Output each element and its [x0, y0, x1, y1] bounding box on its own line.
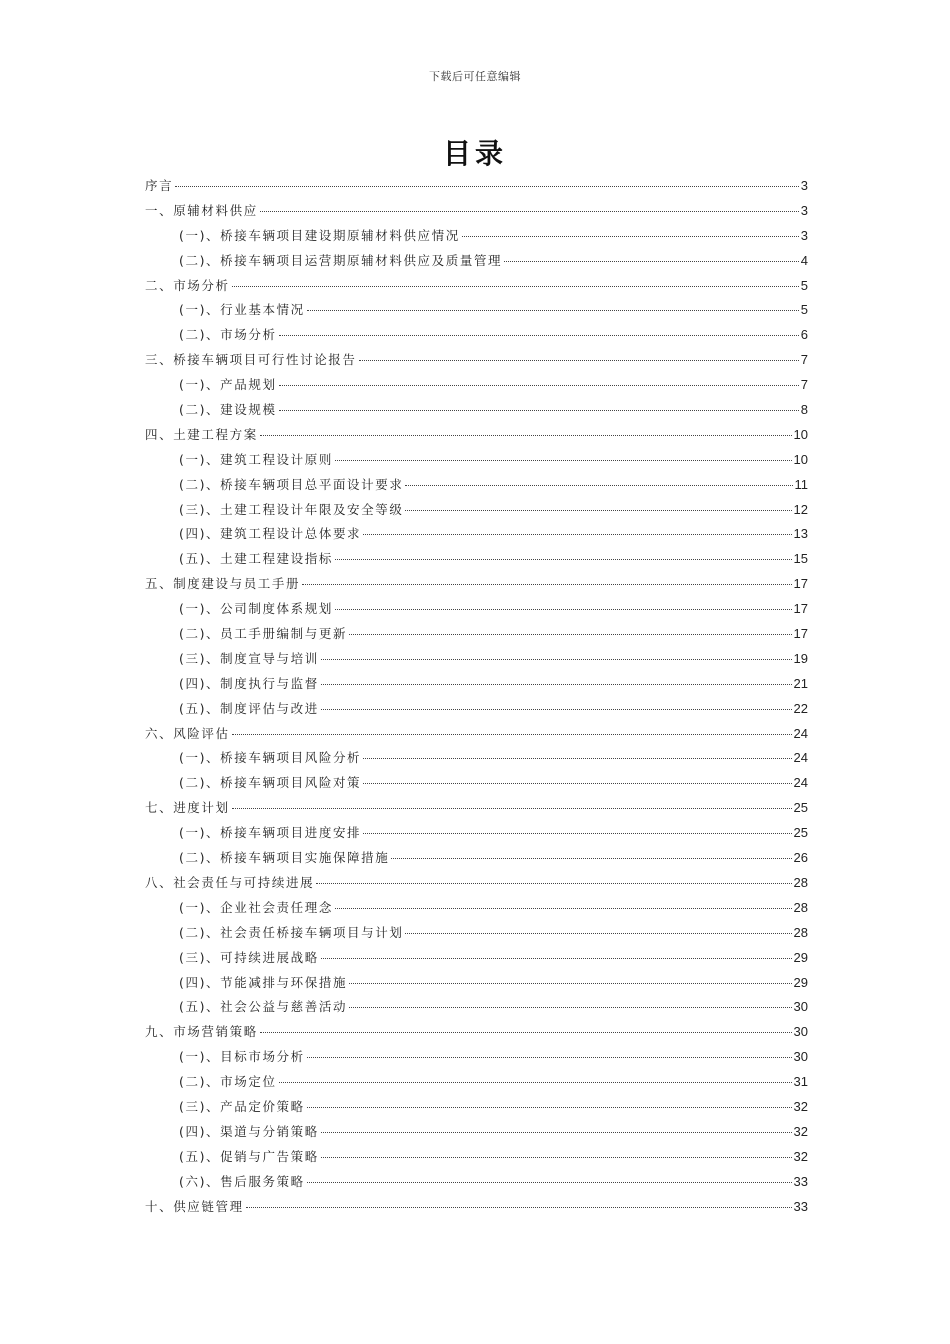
- toc-entry-page-number: 3: [800, 178, 808, 193]
- toc-dot-leader: [316, 883, 791, 884]
- toc-dot-leader: [232, 734, 792, 735]
- toc-entry-label: 二、市场分析: [145, 277, 230, 293]
- toc-entry-page-number: 32: [793, 1123, 808, 1139]
- toc-dot-leader: [307, 1107, 792, 1108]
- toc-entry-label: (一)、产品规划: [179, 377, 277, 393]
- toc-entry[interactable]: [145, 1072, 808, 1097]
- toc-dot-leader: [321, 684, 792, 685]
- toc-entry-label: (五)、社会公益与慈善活动: [179, 999, 348, 1015]
- toc-entry-page-number: 6: [800, 327, 808, 343]
- toc-entry[interactable]: [145, 873, 808, 898]
- toc-entry-label: 序言: [145, 178, 174, 193]
- toc-dot-leader: [391, 858, 791, 859]
- toc-dot-leader: [363, 783, 791, 784]
- toc-entry-label: (二)、社会责任桥接车辆项目与计划: [179, 924, 404, 940]
- toc-entry-page-number: 28: [793, 924, 808, 940]
- toc-dot-leader: [307, 310, 799, 311]
- toc-dot-leader: [321, 1157, 792, 1158]
- toc-entry-page-number: 12: [793, 501, 808, 517]
- toc-dot-leader: [302, 584, 791, 585]
- toc-entry-label: 十、供应链管理: [145, 1198, 244, 1214]
- toc-entry[interactable]: [145, 848, 808, 873]
- toc-dot-leader: [363, 833, 791, 834]
- toc-dot-leader: [260, 211, 799, 212]
- toc-entry[interactable]: [145, 599, 808, 624]
- toc-entry-label: (一)、建筑工程设计原则: [179, 451, 333, 467]
- toc-dot-leader: [307, 1182, 792, 1183]
- page-header: 下载后可任意编辑: [429, 70, 521, 83]
- toc-entry[interactable]: [145, 997, 808, 1022]
- toc-dot-leader: [321, 659, 792, 660]
- toc-entry-label: (四)、节能减排与环保措施: [179, 974, 348, 990]
- toc-entry-page-number: 7: [800, 352, 808, 368]
- toc-entry[interactable]: [145, 748, 808, 773]
- toc-entry[interactable]: [145, 300, 808, 325]
- toc-entry-page-number: 3: [800, 227, 808, 243]
- toc-entry-label: (一)、公司制度体系规划: [179, 601, 333, 617]
- toc-dot-leader: [363, 534, 791, 535]
- toc-entry-label: 三、桥接车辆项目可行性讨论报告: [145, 352, 357, 368]
- toc-entry-page-number: 30: [793, 1024, 808, 1040]
- toc-entry-label: (二)、桥接车辆项目实施保障措施: [179, 850, 390, 866]
- toc-entry[interactable]: [145, 400, 808, 425]
- toc-entry[interactable]: [145, 500, 808, 525]
- toc-entry-page-number: 24: [793, 775, 808, 791]
- toc-dot-leader: [321, 709, 792, 710]
- toc-dot-leader: [405, 933, 791, 934]
- toc-entry-label: (一)、桥接车辆项目建设期原辅材料供应情况: [179, 227, 460, 243]
- toc-entry-page-number: 30: [793, 999, 808, 1015]
- toc-entry-label: (五)、促销与广告策略: [179, 1148, 319, 1164]
- toc-entry-page-number: 11: [794, 476, 808, 492]
- toc-entry[interactable]: [145, 773, 808, 798]
- toc-entry[interactable]: [145, 898, 808, 923]
- toc-entry[interactable]: [145, 574, 808, 599]
- toc-dot-leader: [279, 335, 799, 336]
- toc-entry[interactable]: [145, 649, 808, 674]
- toc-entry-label: (二)、桥接车辆项目运营期原辅材料供应及质量管理: [179, 252, 503, 268]
- toc-dot-leader: [279, 1082, 792, 1083]
- toc-entry-page-number: 28: [793, 874, 808, 890]
- toc-entry[interactable]: [145, 948, 808, 973]
- toc-entry[interactable]: [145, 1022, 808, 1047]
- toc-entry-label: (二)、市场定位: [179, 1074, 277, 1090]
- toc-entry[interactable]: [145, 674, 808, 699]
- toc-entry[interactable]: [145, 724, 808, 749]
- toc-entry-page-number: 22: [793, 700, 808, 716]
- toc-entry-page-number: 33: [793, 1173, 808, 1189]
- toc-entry[interactable]: [145, 375, 808, 400]
- toc-entry[interactable]: [145, 549, 808, 574]
- toc-entry-page-number: 30: [793, 1049, 808, 1065]
- toc-dot-leader: [462, 236, 799, 237]
- toc-entry-label: 四、土建工程方案: [145, 426, 258, 442]
- toc-entry-page-number: 17: [793, 626, 808, 642]
- toc-dot-leader: [260, 435, 792, 436]
- toc-entry-page-number: 10: [793, 451, 808, 467]
- toc-entry-label: 七、进度计划: [145, 800, 230, 816]
- toc-entry-label: (一)、桥接车辆项目风险分析: [179, 750, 362, 766]
- toc-entry[interactable]: [145, 1047, 808, 1072]
- toc-entry-label: (二)、建设规模: [179, 402, 277, 418]
- toc-entry[interactable]: [145, 823, 808, 848]
- toc-entry-label: (三)、土建工程设计年限及安全等级: [179, 501, 404, 517]
- toc-entry[interactable]: [145, 973, 808, 998]
- toc-dot-leader: [307, 1057, 792, 1058]
- toc-entry[interactable]: [145, 699, 808, 724]
- toc-entry[interactable]: [145, 226, 808, 251]
- toc-entry-label: (二)、桥接车辆项目风险对策: [179, 775, 362, 791]
- toc-entry-label: (二)、员工手册编制与更新: [179, 626, 348, 642]
- toc-dot-leader: [335, 908, 792, 909]
- toc-entry-page-number: 3: [800, 202, 808, 218]
- toc-entry[interactable]: [145, 251, 808, 276]
- toc-entry-page-number: 29: [793, 974, 808, 990]
- toc-entry-label: (四)、制度执行与监督: [179, 675, 319, 691]
- toc-entry-page-number: 26: [793, 850, 808, 866]
- toc-entry-page-number: 10: [793, 426, 808, 442]
- toc-entry[interactable]: [145, 1197, 808, 1222]
- toc-dot-leader: [359, 360, 799, 361]
- toc-entry-label: (二)、市场分析: [179, 327, 277, 343]
- toc-dot-leader: [349, 1007, 791, 1008]
- toc-entry-page-number: 24: [793, 750, 808, 766]
- toc-entry-label: 五、制度建设与员工手册: [145, 576, 301, 592]
- toc-entry[interactable]: [145, 425, 808, 450]
- toc-entry[interactable]: [145, 276, 808, 301]
- toc-dot-leader: [335, 460, 792, 461]
- toc-dot-leader: [246, 1207, 792, 1208]
- toc-entry[interactable]: [145, 176, 808, 201]
- toc-entry-page-number: 4: [800, 252, 808, 268]
- toc-entry[interactable]: [145, 1147, 808, 1172]
- toc-entry-label: (四)、建筑工程设计总体要求: [179, 526, 362, 542]
- toc-entry[interactable]: [145, 624, 808, 649]
- toc-entry[interactable]: [145, 450, 808, 475]
- toc-title: 目录: [442, 137, 507, 170]
- toc-entry[interactable]: [145, 1172, 808, 1197]
- toc-entry-label: (一)、企业社会责任理念: [179, 899, 333, 915]
- toc-entry-page-number: 25: [793, 800, 808, 816]
- toc-entry-page-number: 8: [800, 402, 808, 418]
- toc-entry-page-number: 5: [800, 277, 808, 293]
- toc-entry-label: 八、社会责任与可持续进展: [145, 874, 315, 890]
- toc-entry-page-number: 25: [793, 825, 808, 841]
- toc-entry-label: (三)、可持续进展战略: [179, 949, 319, 965]
- toc-dot-leader: [232, 286, 799, 287]
- toc-entry-label: (六)、售后服务策略: [179, 1173, 305, 1189]
- toc-dot-leader: [405, 510, 791, 511]
- toc-dot-leader: [335, 609, 792, 610]
- toc-entry[interactable]: [145, 1122, 808, 1147]
- toc-entry-label: (三)、产品定价策略: [179, 1098, 305, 1114]
- toc-entry-label: 六、风险评估: [145, 725, 230, 741]
- toc-entry[interactable]: [145, 475, 808, 500]
- toc-dot-leader: [363, 758, 791, 759]
- toc-dot-leader: [504, 261, 799, 262]
- toc-dot-leader: [175, 186, 799, 187]
- toc-dot-leader: [349, 983, 791, 984]
- toc-entry-page-number: 19: [793, 650, 808, 666]
- toc-entry-page-number: 7: [800, 377, 808, 393]
- toc-entry-page-number: 5: [800, 302, 808, 318]
- toc-dot-leader: [232, 808, 792, 809]
- toc-entry[interactable]: [145, 923, 808, 948]
- toc-dot-leader: [405, 485, 792, 486]
- toc-entry-page-number: 32: [793, 1098, 808, 1114]
- toc-dot-leader: [260, 1032, 792, 1033]
- toc-entry-label: (一)、桥接车辆项目进度安排: [179, 825, 362, 841]
- toc-dot-leader: [279, 385, 799, 386]
- toc-entry-label: (三)、制度宣导与培训: [179, 650, 319, 666]
- toc-entry[interactable]: [145, 524, 808, 549]
- toc-entry-label: (四)、渠道与分销策略: [179, 1123, 319, 1139]
- toc-entry-page-number: 13: [793, 526, 808, 542]
- toc-entry-page-number: 17: [793, 576, 808, 592]
- toc-entry-label: 一、原辅材料供应: [145, 202, 258, 218]
- toc-entry-page-number: 29: [793, 949, 808, 965]
- toc-dot-leader: [321, 958, 792, 959]
- toc-entry-page-number: 15: [793, 551, 808, 567]
- toc-dot-leader: [349, 634, 791, 635]
- toc-entry-page-number: 24: [793, 725, 808, 741]
- toc-dot-leader: [321, 1132, 792, 1133]
- toc-entry[interactable]: [145, 201, 808, 226]
- toc-entry-page-number: 33: [793, 1198, 808, 1214]
- toc-entry[interactable]: [145, 325, 808, 350]
- toc-entry-label: (一)、行业基本情况: [179, 302, 305, 318]
- toc-entry-page-number: 17: [793, 601, 808, 617]
- toc-entry-label: (二)、桥接车辆项目总平面设计要求: [179, 476, 404, 492]
- toc-entry-page-number: 32: [793, 1148, 808, 1164]
- toc-entry-page-number: 28: [793, 899, 808, 915]
- toc-entry[interactable]: [145, 1097, 808, 1122]
- toc-entry-label: (一)、目标市场分析: [179, 1049, 305, 1065]
- toc-dot-leader: [335, 559, 792, 560]
- toc-entry-label: (五)、土建工程建设指标: [179, 551, 333, 567]
- table-of-contents: [145, 176, 808, 1221]
- toc-entry-label: (五)、制度评估与改进: [179, 700, 319, 716]
- toc-entry-label: 九、市场营销策略: [145, 1024, 258, 1040]
- toc-dot-leader: [279, 410, 799, 411]
- toc-entry[interactable]: [145, 798, 808, 823]
- toc-entry-page-number: 21: [793, 675, 808, 691]
- toc-entry[interactable]: [145, 350, 808, 375]
- toc-entry-page-number: 31: [793, 1074, 808, 1090]
